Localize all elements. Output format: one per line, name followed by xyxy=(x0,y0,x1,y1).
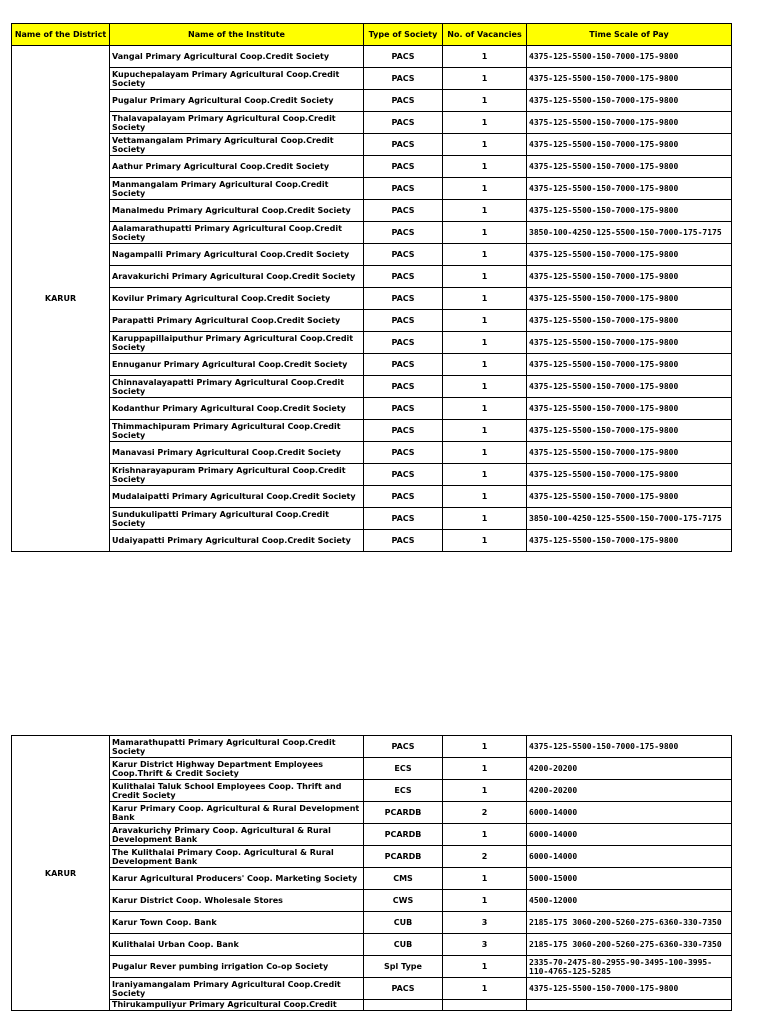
pay-scale: 4375-125-5500-150-7000-175-9800 xyxy=(527,178,732,200)
table-row xyxy=(12,178,732,200)
header-row xyxy=(12,24,732,46)
institute-name: Karur Agricultural Producers' Coop. Marketing Society xyxy=(110,868,364,890)
pay-scale: 4500-12000 xyxy=(527,890,732,912)
society-type: PACS xyxy=(364,68,443,90)
society-type: PACS xyxy=(364,222,443,244)
pay-scale: 4375-125-5500-150-7000-175-9800 xyxy=(527,310,732,332)
vacancy-count: 1 xyxy=(443,178,527,200)
vacancy-count: 1 xyxy=(443,868,527,890)
pay-scale: 4375-125-5500-150-7000-175-9800 xyxy=(527,978,732,1000)
society-type: PACS xyxy=(364,398,443,420)
vacancy-count: 1 xyxy=(443,354,527,376)
pay-scale: 4375-125-5500-150-7000-175-9800 xyxy=(527,442,732,464)
table-row xyxy=(12,134,732,156)
vacancy-count: 1 xyxy=(443,508,527,530)
pay-scale: 3850-100-4250-125-5500-150-7000-175-7175 xyxy=(527,222,732,244)
institute-name: Thimmachipuram Primary Agricultural Coop.Credit Society xyxy=(110,420,364,442)
pay-scale: 4375-125-5500-150-7000-175-9800 xyxy=(527,398,732,420)
institute-name: Kulithalai Urban Coop. Bank xyxy=(110,934,364,956)
vacancy-count: 1 xyxy=(443,420,527,442)
institute-name: Aathur Primary Agricultural Coop.Credit Society xyxy=(110,156,364,178)
institute-name: Kupuchepalayam Primary Agricultural Coop.Credit Society xyxy=(110,68,364,90)
society-type: PACS xyxy=(364,112,443,134)
society-type: PACS xyxy=(364,200,443,222)
society-type: PACS xyxy=(364,978,443,1000)
vacancy-count: 1 xyxy=(443,956,527,978)
vacancy-table-page-2 xyxy=(11,735,732,1011)
society-type: PACS xyxy=(364,46,443,68)
institute-name: Aalamarathupatti Primary Agricultural Coop.Credit Society xyxy=(110,222,364,244)
table-body xyxy=(12,46,732,552)
pay-scale: 2335-70-2475-80-2955-90-3495-100-3995-110-4765-125-5285 xyxy=(527,956,732,978)
society-type: PACS xyxy=(364,486,443,508)
institute-name: Thirukampuliyur Primary Agricultural Coop.Credit xyxy=(110,1000,364,1011)
table-row xyxy=(12,1000,732,1011)
institute-name: Udaiyapatti Primary Agricultural Coop.Credit Society xyxy=(110,530,364,552)
pay-scale: 4200-20200 xyxy=(527,758,732,780)
vacancy-count: 1 xyxy=(443,244,527,266)
institute-name: Kulithalai Taluk School Employees Coop. Thrift and Credit Society xyxy=(110,780,364,802)
pay-scale: 4375-125-5500-150-7000-175-9800 xyxy=(527,112,732,134)
table-row xyxy=(12,486,732,508)
vacancy-count: 1 xyxy=(443,736,527,758)
pay-scale: 4200-20200 xyxy=(527,780,732,802)
society-type xyxy=(364,1000,443,1011)
pay-scale: 4375-125-5500-150-7000-175-9800 xyxy=(527,156,732,178)
table-row xyxy=(12,464,732,486)
table-row xyxy=(12,824,732,846)
header-pay: Time Scale of Pay xyxy=(527,24,732,46)
table-row xyxy=(12,354,732,376)
institute-name: The Kulithalai Primary Coop. Agricultural & Rural Development Bank xyxy=(110,846,364,868)
table-row xyxy=(12,890,732,912)
vacancy-count: 1 xyxy=(443,398,527,420)
header-type: Type of Society xyxy=(364,24,443,46)
vacancy-count: 1 xyxy=(443,266,527,288)
pay-scale: 4375-125-5500-150-7000-175-9800 xyxy=(527,244,732,266)
institute-name: Ennuganur Primary Agricultural Coop.Credit Society xyxy=(110,354,364,376)
vacancy-count: 1 xyxy=(443,90,527,112)
pay-scale: 5000-15000 xyxy=(527,868,732,890)
institute-name: Aravakurichy Primary Coop. Agricultural & Rural Development Bank xyxy=(110,824,364,846)
institute-name: Manmangalam Primary Agricultural Coop.Credit Society xyxy=(110,178,364,200)
table-row xyxy=(12,508,732,530)
table-row xyxy=(12,376,732,398)
table-row xyxy=(12,956,732,978)
vacancy-count: 1 xyxy=(443,890,527,912)
district-name: KARUR xyxy=(12,736,110,1011)
table-row xyxy=(12,868,732,890)
table-row xyxy=(12,266,732,288)
institute-name: Kodanthur Primary Agricultural Coop.Credit Society xyxy=(110,398,364,420)
table-row xyxy=(12,442,732,464)
pay-scale xyxy=(527,1000,732,1011)
pay-scale: 4375-125-5500-150-7000-175-9800 xyxy=(527,134,732,156)
vacancy-count: 1 xyxy=(443,310,527,332)
pay-scale: 4375-125-5500-150-7000-175-9800 xyxy=(527,200,732,222)
society-type: PACS xyxy=(364,244,443,266)
institute-name: Manavasi Primary Agricultural Coop.Credit Society xyxy=(110,442,364,464)
society-type: PACS xyxy=(364,354,443,376)
table-row xyxy=(12,156,732,178)
pay-scale: 4375-125-5500-150-7000-175-9800 xyxy=(527,736,732,758)
table-row xyxy=(12,398,732,420)
institute-name: Pugalur Rever pumbing irrigation Co-op Society xyxy=(110,956,364,978)
institute-name: Pugalur Primary Agricultural Coop.Credit Society xyxy=(110,90,364,112)
society-type: ECS xyxy=(364,780,443,802)
vacancy-count: 3 xyxy=(443,934,527,956)
institute-name: Karur District Highway Department Employees Coop.Thrift & Credit Society xyxy=(110,758,364,780)
vacancy-count: 1 xyxy=(443,332,527,354)
society-type: PACS xyxy=(364,178,443,200)
institute-name: Karuppapillaiputhur Primary Agricultural Coop.Credit Society xyxy=(110,332,364,354)
institute-name: Karur District Coop. Wholesale Stores xyxy=(110,890,364,912)
society-type: ECS xyxy=(364,758,443,780)
header-institute: Name of the Institute xyxy=(110,24,364,46)
vacancy-count: 1 xyxy=(443,780,527,802)
institute-name: Parapatti Primary Agricultural Coop.Credit Society xyxy=(110,310,364,332)
pay-scale: 3850-100-4250-125-5500-150-7000-175-7175 xyxy=(527,508,732,530)
vacancy-count: 1 xyxy=(443,442,527,464)
institute-name: Vettamangalam Primary Agricultural Coop.Credit Society xyxy=(110,134,364,156)
table-row xyxy=(12,46,732,68)
pay-scale: 4375-125-5500-150-7000-175-9800 xyxy=(527,464,732,486)
vacancy-count: 1 xyxy=(443,530,527,552)
society-type: PCARDB xyxy=(364,824,443,846)
institute-name: Thalavapalayam Primary Agricultural Coop.Credit Society xyxy=(110,112,364,134)
pay-scale: 4375-125-5500-150-7000-175-9800 xyxy=(527,354,732,376)
table-row xyxy=(12,244,732,266)
vacancy-count: 1 xyxy=(443,486,527,508)
pay-scale: 6000-14000 xyxy=(527,824,732,846)
society-type: PACS xyxy=(364,464,443,486)
pay-scale: 4375-125-5500-150-7000-175-9800 xyxy=(527,68,732,90)
institute-name: Kovilur Primary Agricultural Coop.Credit Society xyxy=(110,288,364,310)
table-row xyxy=(12,68,732,90)
pay-scale: 4375-125-5500-150-7000-175-9800 xyxy=(527,530,732,552)
vacancy-count: 2 xyxy=(443,802,527,824)
table-row xyxy=(12,758,732,780)
pay-scale: 4375-125-5500-150-7000-175-9800 xyxy=(527,486,732,508)
vacancy-count: 1 xyxy=(443,156,527,178)
society-type: CUB xyxy=(364,934,443,956)
institute-name: Mudalaipatti Primary Agricultural Coop.Credit Society xyxy=(110,486,364,508)
district-name: KARUR xyxy=(12,46,110,552)
society-type: PACS xyxy=(364,508,443,530)
institute-name: Karur Town Coop. Bank xyxy=(110,912,364,934)
table-body xyxy=(12,736,732,1011)
pay-scale: 2185-175 3060-200-5260-275-6360-330-7350 xyxy=(527,912,732,934)
header-vacancies: No. of Vacancies xyxy=(443,24,527,46)
vacancy-count: 1 xyxy=(443,46,527,68)
table-row xyxy=(12,530,732,552)
table-row xyxy=(12,736,732,758)
society-type: PACS xyxy=(364,156,443,178)
vacancy-count: 3 xyxy=(443,912,527,934)
institute-name: Chinnavalayapatti Primary Agricultural Coop.Credit Society xyxy=(110,376,364,398)
table-row xyxy=(12,780,732,802)
pay-scale: 4375-125-5500-150-7000-175-9800 xyxy=(527,332,732,354)
society-type: PCARDB xyxy=(364,802,443,824)
pay-scale: 4375-125-5500-150-7000-175-9800 xyxy=(527,46,732,68)
society-type: PACS xyxy=(364,90,443,112)
table-row xyxy=(12,222,732,244)
vacancy-count: 1 xyxy=(443,112,527,134)
society-type: PACS xyxy=(364,736,443,758)
pay-scale: 6000-14000 xyxy=(527,846,732,868)
vacancy-table-page-1 xyxy=(11,23,732,552)
society-type: PACS xyxy=(364,332,443,354)
vacancy-count: 1 xyxy=(443,134,527,156)
vacancy-count: 1 xyxy=(443,758,527,780)
table-row xyxy=(12,934,732,956)
society-type: CMS xyxy=(364,868,443,890)
institute-name: Nagampalli Primary Agricultural Coop.Credit Society xyxy=(110,244,364,266)
pay-scale: 4375-125-5500-150-7000-175-9800 xyxy=(527,266,732,288)
institute-name: Krishnarayapuram Primary Agricultural Coop.Credit Society xyxy=(110,464,364,486)
table-row xyxy=(12,420,732,442)
vacancy-count: 1 xyxy=(443,376,527,398)
pay-scale: 4375-125-5500-150-7000-175-9800 xyxy=(527,376,732,398)
institute-name: Iraniyamangalam Primary Agricultural Coop.Credit Society xyxy=(110,978,364,1000)
table-row xyxy=(12,90,732,112)
society-type: PACS xyxy=(364,530,443,552)
vacancy-count: 1 xyxy=(443,978,527,1000)
society-type: PACS xyxy=(364,442,443,464)
vacancy-count: 1 xyxy=(443,288,527,310)
society-type: CUB xyxy=(364,912,443,934)
table-row xyxy=(12,310,732,332)
institute-name: Vangal Primary Agricultural Coop.Credit Society xyxy=(110,46,364,68)
society-type: PCARDB xyxy=(364,846,443,868)
institute-name: Mamarathupatti Primary Agricultural Coop.Credit Society xyxy=(110,736,364,758)
society-type: PACS xyxy=(364,288,443,310)
vacancy-count: 1 xyxy=(443,68,527,90)
vacancy-count: 1 xyxy=(443,222,527,244)
society-type: PACS xyxy=(364,310,443,332)
society-type: PACS xyxy=(364,266,443,288)
table-row xyxy=(12,802,732,824)
institute-name: Karur Primary Coop. Agricultural & Rural Development Bank xyxy=(110,802,364,824)
society-type: PACS xyxy=(364,420,443,442)
society-type: CWS xyxy=(364,890,443,912)
table-row xyxy=(12,112,732,134)
society-type: Spl Type xyxy=(364,956,443,978)
table-row xyxy=(12,332,732,354)
institute-name: Manalmedu Primary Agricultural Coop.Credit Society xyxy=(110,200,364,222)
table-row xyxy=(12,978,732,1000)
table-row xyxy=(12,288,732,310)
pay-scale: 6000-14000 xyxy=(527,802,732,824)
pay-scale: 4375-125-5500-150-7000-175-9800 xyxy=(527,420,732,442)
pay-scale: 2185-175 3060-200-5260-275-6360-330-7350 xyxy=(527,934,732,956)
institute-name: Aravakurichi Primary Agricultural Coop.Credit Society xyxy=(110,266,364,288)
table-row xyxy=(12,912,732,934)
vacancy-count: 1 xyxy=(443,200,527,222)
vacancy-count: 1 xyxy=(443,824,527,846)
vacancy-count: 2 xyxy=(443,846,527,868)
society-type: PACS xyxy=(364,376,443,398)
table-row xyxy=(12,200,732,222)
society-type: PACS xyxy=(364,134,443,156)
institute-name: Sundukulipatti Primary Agricultural Coop.Credit Society xyxy=(110,508,364,530)
pay-scale: 4375-125-5500-150-7000-175-9800 xyxy=(527,288,732,310)
pay-scale: 4375-125-5500-150-7000-175-9800 xyxy=(527,90,732,112)
vacancy-count xyxy=(443,1000,527,1011)
table-row xyxy=(12,846,732,868)
vacancy-count: 1 xyxy=(443,464,527,486)
header-district: Name of the District xyxy=(12,24,110,46)
